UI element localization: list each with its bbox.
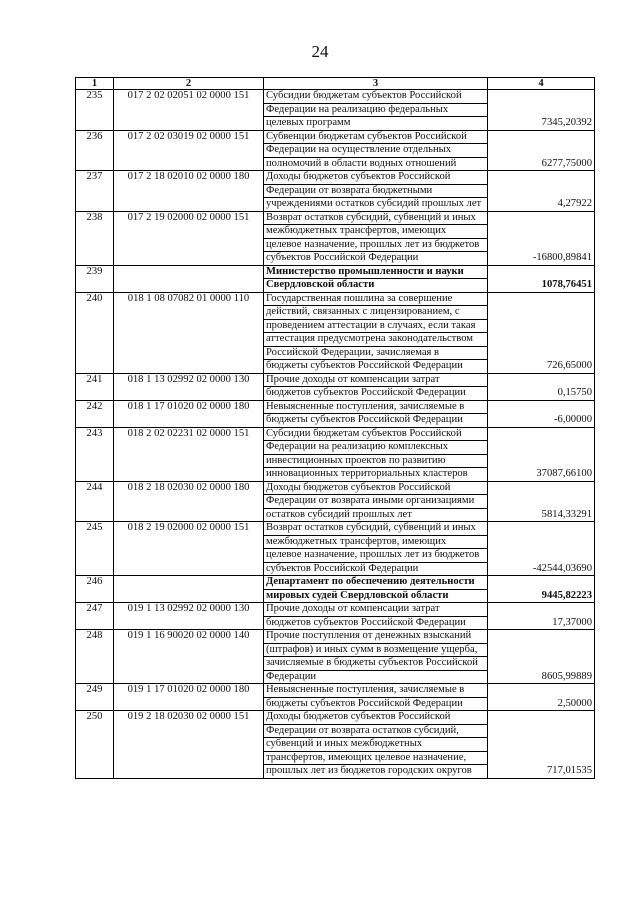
description-line: действий, связанных с лицензированием, с: [264, 306, 487, 320]
budget-code: 019 2 18 02030 02 0000 151: [114, 711, 264, 779]
description-line: Доходы бюджетов субъектов Российской: [264, 171, 487, 185]
description-line: Возврат остатков субсидий, субвенций и иных: [264, 212, 487, 226]
description-line: бюджеты субъектов Российской Федерации: [266, 414, 463, 425]
column-header-1: 1: [76, 78, 114, 90]
description-line: Министерство промышленности и науки: [264, 266, 487, 280]
description-line: Федерации от возврата бюджетными: [264, 185, 487, 199]
amount: 1078,76451: [488, 265, 595, 292]
row-number: 242: [76, 400, 114, 427]
description-line: проведением аттестации в случаях, если такая: [264, 320, 487, 334]
description-line: Доходы бюджетов субъектов Российской: [264, 482, 487, 496]
description-line: Государственная пошлина за совершение: [264, 293, 487, 307]
amount: 2,50000: [488, 684, 595, 711]
description-line: Субсидии бюджетам субъектов Российской: [264, 90, 487, 104]
row-number: 238: [76, 211, 114, 265]
row-number: 235: [76, 90, 114, 131]
description-line: Российской Федерации, зачисляемая в: [264, 347, 487, 361]
budget-code: 017 2 02 02051 02 0000 151: [114, 90, 264, 131]
description-line: бюджеты субъектов Российской Федерации: [266, 697, 463, 709]
budget-code: 018 1 17 01020 02 0000 180: [114, 400, 264, 427]
amount: 726,65000: [488, 292, 595, 373]
amount: 0,15750: [488, 373, 595, 400]
amount: 6277,75000: [488, 130, 595, 171]
row-number: 246: [76, 576, 114, 603]
revenue-description: [264, 171, 488, 212]
table-row: [76, 90, 595, 131]
row-number: 243: [76, 427, 114, 481]
description-line: полномочий в области водных отношений: [266, 157, 457, 169]
amount: 37087,66100: [488, 427, 595, 481]
revenue-description: [264, 576, 488, 603]
row-number: 237: [76, 171, 114, 212]
description-line: учреждениями остатков субсидий прошлых лет: [266, 198, 482, 209]
row-number: 250: [76, 711, 114, 779]
table-row: [76, 630, 595, 684]
row-number: 245: [76, 522, 114, 576]
description-line: (штрафов) и иных сумм в возмещение ущерба,: [264, 644, 487, 658]
budget-code: [114, 576, 264, 603]
row-number: 249: [76, 684, 114, 711]
description-line: Невыясненные поступления, зачисляемые в: [264, 684, 487, 698]
budget-code: 018 1 08 07082 01 0000 110: [114, 292, 264, 373]
revenue-description: [264, 522, 488, 576]
revenue-description: [264, 711, 488, 779]
description-line: Федерации от возврата иными организациями: [264, 495, 487, 509]
amount: -16800,89841: [488, 211, 595, 265]
table-row: [76, 576, 595, 603]
revenue-description: [264, 130, 488, 171]
table-row: [76, 522, 595, 576]
column-header-4: 4: [488, 78, 595, 90]
amount: 9445,82223: [488, 576, 595, 603]
table-row: [76, 481, 595, 522]
table-row: [76, 711, 595, 779]
amount: -6,00000: [488, 400, 595, 427]
budget-code: 019 1 16 90020 02 0000 140: [114, 630, 264, 684]
row-number: 240: [76, 292, 114, 373]
description-line: Прочие поступления от денежных взысканий: [264, 630, 487, 644]
description-line: Прочие доходы от компенсации затрат: [264, 603, 487, 617]
table-row: [76, 211, 595, 265]
revenue-description: [264, 400, 488, 427]
amount: 4,27922: [488, 171, 595, 212]
description-line: прошлых лет из бюджетов городских округов: [266, 765, 472, 776]
description-line: бюджетов субъектов Российской Федерации: [266, 616, 466, 628]
budget-code: [114, 265, 264, 292]
budget-code: 017 2 02 03019 02 0000 151: [114, 130, 264, 171]
description-line: межбюджетных трансфертов, имеющих: [264, 536, 487, 550]
budget-code: 018 2 19 02000 02 0000 151: [114, 522, 264, 576]
amount: 7345,20392: [488, 90, 595, 131]
row-number: 247: [76, 603, 114, 630]
amount: -42544,03690: [488, 522, 595, 576]
budget-code: 019 1 13 02992 02 0000 130: [114, 603, 264, 630]
description-line: Невыясненные поступления, зачисляемые в: [264, 401, 487, 415]
description-line: Субсидии бюджетам субъектов Российской: [264, 428, 487, 442]
description-line: остатков субсидий прошлых лет: [266, 508, 412, 520]
description-line: Департамент по обеспечению деятельности: [264, 576, 487, 590]
description-line: аттестация предусмотрена законодательством: [264, 333, 487, 347]
table-row: [76, 130, 595, 171]
row-number: 241: [76, 373, 114, 400]
description-line: субъектов Российской Федерации: [266, 252, 419, 263]
description-line: субъектов Российской Федерации: [266, 562, 419, 574]
description-line: Возврат остатков субсидий, субвенций и иных: [264, 522, 487, 536]
table-header-row: [76, 78, 595, 90]
table-row: [76, 292, 595, 373]
budget-revenue-table: [75, 77, 595, 779]
description-line: Федерации от возврата остатков субсидий,: [264, 725, 487, 739]
description-line: инвестиционных проектов по развитию: [264, 455, 487, 469]
description-line: целевое назначение, прошлых лет из бюджетов: [264, 549, 487, 563]
table-row: [76, 684, 595, 711]
description-line: инновационных территориальных кластеров: [266, 468, 468, 479]
revenue-description: [264, 90, 488, 131]
amount: 17,37000: [488, 603, 595, 630]
budget-code: 017 2 18 02010 02 0000 180: [114, 171, 264, 212]
description-line: Федерации на осуществление отдельных: [264, 144, 487, 158]
revenue-description: [264, 292, 488, 373]
budget-code: 019 1 17 01020 02 0000 180: [114, 684, 264, 711]
description-line: межбюджетных трансфертов, имеющих: [264, 225, 487, 239]
column-header-3: 3: [264, 78, 488, 90]
description-line: трансфертов, имеющих целевое назначение,: [264, 752, 487, 766]
table-row: [76, 400, 595, 427]
row-number: 236: [76, 130, 114, 171]
column-header-2: 2: [114, 78, 264, 90]
description-line: Субвенции бюджетам субъектов Российской: [264, 131, 487, 145]
row-number: 248: [76, 630, 114, 684]
table-row: [76, 427, 595, 481]
revenue-description: [264, 211, 488, 265]
budget-code: 017 2 19 02000 02 0000 151: [114, 211, 264, 265]
description-line: зачисляемые в бюджеты субъектов Российской: [264, 657, 487, 671]
page-number: 24: [311, 42, 329, 61]
description-line: бюджетов субъектов Российской Федерации: [266, 387, 466, 398]
table-row: [76, 171, 595, 212]
revenue-description: [264, 373, 488, 400]
description-line: Доходы бюджетов субъектов Российской: [264, 711, 487, 725]
row-number: 244: [76, 481, 114, 522]
budget-code: 018 2 02 02231 02 0000 151: [114, 427, 264, 481]
amount: 5814,33291: [488, 481, 595, 522]
revenue-description: [264, 481, 488, 522]
budget-code: 018 2 18 02030 02 0000 180: [114, 481, 264, 522]
table-row: [76, 373, 595, 400]
amount: 8605,99889: [488, 630, 595, 684]
description-line: Федерации на реализацию комплексных: [264, 441, 487, 455]
amount: 717,01535: [488, 711, 595, 779]
table-row: [76, 265, 595, 292]
revenue-description: [264, 630, 488, 684]
description-line: Свердловской области: [266, 279, 375, 290]
description-line: мировых судей Свердловской области: [266, 589, 449, 601]
revenue-description: [264, 603, 488, 630]
description-line: Федерации на реализацию федеральных: [264, 104, 487, 118]
description-line: Прочие доходы от компенсации затрат: [264, 374, 487, 388]
description-line: Федерации: [266, 670, 317, 682]
revenue-description: [264, 427, 488, 481]
revenue-description: [264, 265, 488, 292]
table-row: [76, 603, 595, 630]
description-line: целевых программ: [266, 117, 351, 128]
row-number: 239: [76, 265, 114, 292]
description-line: целевое назначение, прошлых лет из бюджетов: [264, 239, 487, 253]
budget-code: 018 1 13 02992 02 0000 130: [114, 373, 264, 400]
description-line: бюджеты субъектов Российской Федерации: [266, 360, 463, 371]
revenue-description: [264, 684, 488, 711]
description-line: субвенций и иных межбюджетных: [264, 738, 487, 752]
